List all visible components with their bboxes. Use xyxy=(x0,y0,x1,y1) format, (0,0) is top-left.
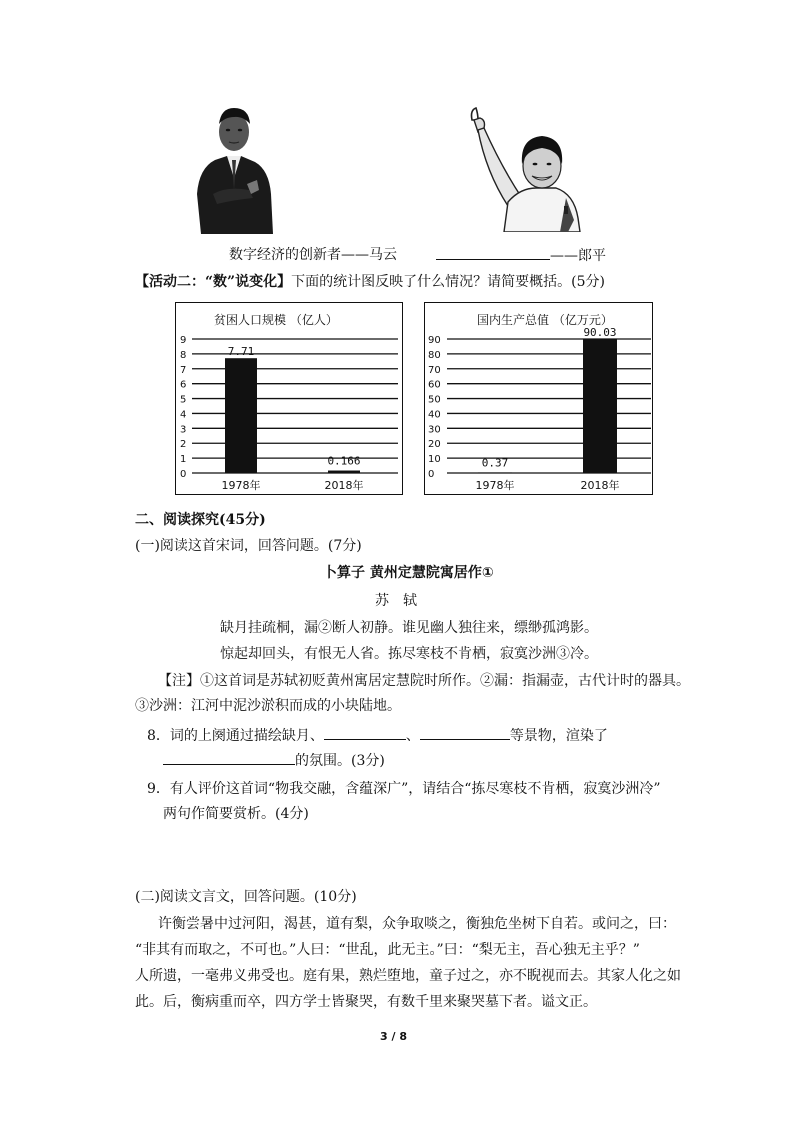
prose-line-1: 许衡尝暑中过河阳，渴甚，道有梨，众争取啖之，衡独危坐树下自若。或问之，曰： xyxy=(158,916,676,932)
prose-line-4: 此。后，衡病重而卒，四方学士皆聚哭，有数千里来聚哭墓下者。谥文正。 xyxy=(135,994,597,1010)
poem-author: 苏 轼 xyxy=(375,593,417,609)
activity2-label: 【活动二：“数”说变化】 xyxy=(135,274,292,290)
photo-lang-ping xyxy=(464,102,582,232)
q8-blank-1[interactable] xyxy=(324,725,406,740)
chart-gdp-title: 国内生产总值 （亿万元） xyxy=(477,313,613,327)
question-9-line-1: 9．有人评价这首词“物我交融，含蕴深广”，请结合“拣尽寒枝不肯栖，寂寞沙洲冷” xyxy=(147,781,661,797)
prose-line-3: 人所遗，一毫弗义弗受也。庭有果，熟烂堕地，童子过之，亦不睨视而去。其家人化之如 xyxy=(135,968,681,984)
y-tick-label: 60 xyxy=(428,379,441,391)
chart-gdp xyxy=(424,302,653,495)
y-tick-label: 6 xyxy=(180,379,187,391)
y-tick-label: 2 xyxy=(180,439,187,451)
y-tick-label: 0 xyxy=(428,469,435,480)
note-line-2: ③沙洲：江河中泥沙淤积而成的小块陆地。 xyxy=(135,698,401,714)
bar-1 xyxy=(583,339,617,473)
chart-gdp-svg xyxy=(425,303,651,493)
chart-poverty xyxy=(175,302,403,495)
prose-line-2: “非其有而取之，不可也。”人曰：“世乱，此无主。”曰：“梨无主，吾心独无主乎？” xyxy=(135,942,640,958)
y-tick-label: 4 xyxy=(180,409,187,421)
x-tick-label-1: 2018年 xyxy=(324,479,364,492)
note-line-1: 【注】①这首词是苏轼初贬黄州寓居定慧院时所作。②漏：指漏壶，古代计时的器具。 xyxy=(158,673,690,689)
poem-line-1: 缺月挂疏桐，漏②断人初静。谁见幽人独往来，缥缈孤鸿影。 xyxy=(220,620,598,636)
y-tick-label: 1 xyxy=(180,454,187,466)
data-label-0: 7.71 xyxy=(227,345,255,359)
y-tick-label: 50 xyxy=(428,394,441,406)
y-tick-label: 10 xyxy=(428,454,441,466)
caption-lang-ping: ——郎平 xyxy=(550,248,606,264)
chart-poverty-svg xyxy=(176,303,401,493)
data-label-1: 90.03 xyxy=(583,325,617,339)
q8-blank-2[interactable] xyxy=(420,725,510,740)
data-label-1: 0.166 xyxy=(327,454,361,468)
poem-title: 卜算子 黄州定慧院寓居作① xyxy=(323,565,494,581)
photo-ma-yun xyxy=(193,98,275,234)
y-tick-label: 90 xyxy=(428,335,441,346)
y-tick-label: 7 xyxy=(180,364,187,376)
part1-heading: (一)阅读这首宋词，回答问题。(7分) xyxy=(135,538,362,554)
page-number: 3 / 8 xyxy=(380,1030,407,1043)
question-9-line-2: 两句作简要赏析。(4分) xyxy=(163,806,309,822)
y-tick-label: 70 xyxy=(428,364,441,376)
y-tick-label: 0 xyxy=(180,469,187,480)
section2-heading: 二、阅读探究(45分) xyxy=(135,512,266,528)
poem-line-2: 惊起却回头，有恨无人省。拣尽寒枝不肯栖，寂寞沙洲③冷。 xyxy=(220,646,598,662)
activity2-text: 下面的统计图反映了什么情况？请简要概括。(5分) xyxy=(291,274,605,290)
bar-0 xyxy=(478,472,512,473)
y-tick-label: 8 xyxy=(180,349,187,361)
caption-ma-yun: 数字经济的创新者——马云 xyxy=(229,247,397,263)
x-tick-label-1: 2018年 xyxy=(580,479,620,492)
bar-1 xyxy=(328,471,360,473)
caption-blank[interactable] xyxy=(436,245,550,260)
x-tick-label-0: 1978年 xyxy=(475,479,515,492)
q8-blank-3[interactable] xyxy=(163,750,295,765)
x-tick-label-0: 1978年 xyxy=(221,479,261,492)
y-tick-label: 9 xyxy=(180,335,187,346)
part2-heading: (二)阅读文言文，回答问题。(10分) xyxy=(135,889,357,905)
y-tick-label: 80 xyxy=(428,349,441,361)
data-label-0: 0.37 xyxy=(481,456,509,470)
y-tick-label: 5 xyxy=(180,394,187,406)
chart-poverty-title: 贫困人口规模 （亿人） xyxy=(214,313,338,327)
bar-0 xyxy=(225,358,257,473)
y-tick-label: 30 xyxy=(428,424,441,436)
question-8: 8．词的上阕通过描绘缺月、 、 等景物，渲染了 xyxy=(147,725,608,746)
y-tick-label: 20 xyxy=(428,439,441,451)
y-tick-label: 3 xyxy=(180,424,187,436)
y-tick-label: 40 xyxy=(428,409,441,421)
